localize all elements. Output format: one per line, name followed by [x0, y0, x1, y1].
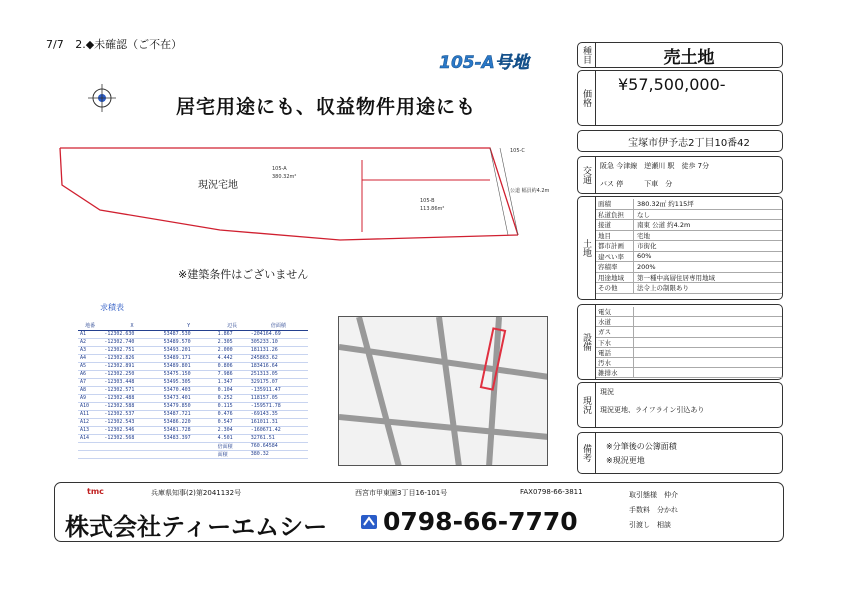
coord-cell: A14	[78, 434, 102, 442]
coord-cell: A5	[78, 362, 102, 370]
equipment-row-key: 電話	[596, 348, 634, 357]
land-row	[596, 283, 782, 294]
survey-label-current: 現況宅地	[198, 180, 238, 191]
coord-cell: 53481.728	[162, 426, 216, 434]
coord-cell: -12302.546	[102, 426, 161, 434]
land-row	[596, 199, 782, 210]
coord-cell: 0.476	[216, 410, 249, 418]
coord-cell: 53479.850	[162, 402, 216, 410]
remarks-box	[577, 432, 783, 474]
coord-header-cell: 倍面積	[249, 322, 308, 330]
coord-cell: 2.000	[216, 346, 249, 354]
status-row-1: 現況	[600, 388, 614, 396]
coord-cell: 0.806	[216, 362, 249, 370]
land-row	[596, 241, 782, 252]
coord-cell: -160671.42	[249, 426, 308, 434]
land-row	[596, 273, 782, 284]
company-logo: tmc	[87, 487, 104, 496]
coord-cell: 53486.220	[162, 418, 216, 426]
traffic-label: 交通	[578, 157, 596, 193]
land-row-key: 面積	[596, 199, 634, 209]
equipment-row	[596, 338, 782, 348]
equipment-rows	[596, 307, 782, 378]
map-drawing	[339, 317, 548, 466]
transaction-terms	[629, 488, 678, 533]
coord-cell: 53487.721	[162, 410, 216, 418]
coord-cell: 245863.62	[249, 354, 308, 362]
coord-cell: 0.252	[216, 394, 249, 402]
land-label: 土地	[578, 197, 596, 299]
land-row	[596, 262, 782, 273]
north-arrow-icon	[88, 84, 116, 112]
equipment-row-key: 電気	[596, 307, 634, 316]
coord-cell: 1.867	[216, 330, 249, 338]
address-value: 宝塚市伊予志2丁目10番42	[628, 137, 750, 149]
land-row-key: 容積率	[596, 262, 634, 272]
coord-cell: A7	[78, 378, 102, 386]
equipment-row-key: 水道	[596, 317, 634, 326]
coord-cell: A11	[78, 410, 102, 418]
coord-cell: A3	[78, 346, 102, 354]
company-fax: FAX0798-66-3811	[520, 488, 583, 496]
coord-cell: 181131.26	[249, 346, 308, 354]
company-address: 西宮市甲東園3丁目16-101号	[355, 489, 448, 497]
price-value: ¥57,500,000-	[618, 75, 726, 94]
coord-cell: -12303.448	[102, 378, 161, 386]
coord-total-label: 面積	[216, 450, 249, 458]
land-row-key: 都市計画	[596, 241, 634, 251]
coord-cell: A4	[78, 354, 102, 362]
location-map	[338, 316, 548, 466]
coord-cell: A2	[78, 338, 102, 346]
coord-row	[78, 354, 308, 362]
coord-row	[78, 402, 308, 410]
coord-row	[78, 330, 308, 338]
equipment-row	[596, 307, 782, 317]
coord-cell: 0.547	[216, 418, 249, 426]
coord-header-cell: X	[102, 322, 161, 330]
coord-row	[78, 418, 308, 426]
road-note: 公道 幅員約4.2m	[510, 188, 550, 194]
coord-cell: 32761.51	[249, 434, 308, 442]
company-footer	[54, 482, 784, 542]
equipment-row	[596, 317, 782, 327]
coord-table-title: 求積表	[100, 303, 124, 312]
building-condition-note: ※建築条件はございません	[178, 268, 309, 281]
land-row-value: 市街化	[637, 242, 657, 251]
land-row-key: 用途地域	[596, 273, 634, 283]
term-item: 手数料 分かれ	[629, 506, 678, 514]
equipment-row	[596, 358, 782, 368]
coord-total-value: 760.64584	[249, 442, 308, 450]
coord-cell: -12302.543	[102, 418, 161, 426]
coord-cell: 53493.201	[162, 346, 216, 354]
lot-b-area: 113.86m²	[420, 206, 445, 212]
coord-header-row	[78, 322, 308, 330]
coord-row	[78, 386, 308, 394]
land-row-value: なし	[637, 210, 650, 219]
equipment-row-key: 下水	[596, 338, 634, 347]
coord-cell: 53483.397	[162, 434, 216, 442]
type-label: 種目	[578, 43, 596, 67]
coord-cell: 0.115	[216, 402, 249, 410]
coord-cell: A12	[78, 418, 102, 426]
land-row	[596, 252, 782, 263]
coord-cell: A13	[78, 426, 102, 434]
page-number: 7/7	[46, 38, 64, 51]
land-row-value: 200%	[637, 262, 656, 271]
coord-cell: -69143.35	[249, 410, 308, 418]
land-row-key: 私道負担	[596, 210, 634, 220]
equipment-row-key: 雑排水	[596, 368, 634, 377]
coord-cell: 2.305	[216, 338, 249, 346]
coord-row	[78, 410, 308, 418]
coord-cell: -12302.630	[102, 330, 161, 338]
coord-row	[78, 346, 308, 354]
status-row-2: 現況更地、ライフライン引込あり	[600, 406, 705, 414]
coord-total-row	[78, 442, 308, 450]
coord-row	[78, 434, 308, 442]
coord-cell: -12302.537	[102, 410, 161, 418]
coord-row	[78, 370, 308, 378]
coord-cell: -12302.740	[102, 338, 161, 346]
status-label: 現況	[578, 383, 596, 427]
coord-cell: -12302.488	[102, 394, 161, 402]
coord-cell: 53495.305	[162, 378, 216, 386]
price-box	[577, 70, 783, 126]
coord-cell: -12302.891	[102, 362, 161, 370]
land-row-key: 地目	[596, 231, 634, 241]
coordinate-table	[78, 322, 308, 459]
coord-cell: -12302.250	[102, 370, 161, 378]
land-box	[577, 196, 783, 300]
coord-cell: 53487.530	[162, 330, 216, 338]
coord-total-label: 倍面積	[216, 442, 249, 450]
coord-cell: 183416.64	[249, 362, 308, 370]
land-row-value: 南東 公道 約4.2m	[637, 221, 691, 230]
coord-header-cell: 辺長	[216, 322, 249, 330]
property-type-box	[577, 42, 783, 68]
land-row-value: 宅地	[637, 231, 650, 240]
coord-cell: 53489.171	[162, 354, 216, 362]
remarks-line-2: ※現況更地	[606, 456, 645, 465]
remarks-label: 備考	[578, 433, 596, 473]
coord-cell: A8	[78, 386, 102, 394]
coord-row	[78, 338, 308, 346]
coord-cell: 53475.150	[162, 370, 216, 378]
coord-cell: 305233.10	[249, 338, 308, 346]
status-text: 2.◆未確認（ご不在）	[75, 38, 183, 51]
traffic-row-1: 阪急 今津線 逆瀬川 駅 徒歩 7分	[600, 162, 710, 170]
equipment-row-key: ガス	[596, 327, 634, 336]
land-row	[596, 210, 782, 221]
lot-a-name: 105-A	[272, 166, 287, 172]
lot-c-name: 105-C	[510, 148, 525, 154]
coord-cell: 7.986	[216, 370, 249, 378]
coord-cell: A6	[78, 370, 102, 378]
coord-total-value: 380.32	[249, 450, 308, 458]
coord-cell: 0.104	[216, 386, 249, 394]
lot-b-name: 105-B	[420, 198, 435, 204]
equipment-label: 設備	[578, 305, 596, 379]
coord-cell: 118157.05	[249, 394, 308, 402]
coord-total-row	[78, 450, 308, 458]
lot-a-area: 380.32m²	[272, 174, 297, 180]
coord-cell: 1.347	[216, 378, 249, 386]
land-row-key: 建ぺい率	[596, 252, 634, 262]
coord-cell: -12302.571	[102, 386, 161, 394]
equipment-row	[596, 368, 782, 378]
headline: 居宅用途にも、収益物件用途にも	[176, 96, 477, 118]
coord-cell: A1	[78, 330, 102, 338]
equipment-row-key: 汚水	[596, 358, 634, 367]
coord-cell: -12302.568	[102, 434, 161, 442]
coord-cell: -135911.47	[249, 386, 308, 394]
remarks-line-1: ※分筆後の公簿面積	[606, 442, 677, 451]
status-box	[577, 382, 783, 428]
coord-cell: 4.442	[216, 354, 249, 362]
coord-row	[78, 394, 308, 402]
coord-row	[78, 426, 308, 434]
lot-number-badge: 105-A号地	[439, 53, 529, 73]
coord-cell: -12302.588	[102, 402, 161, 410]
equipment-row	[596, 348, 782, 358]
land-rows	[596, 199, 782, 294]
term-item: 引渡し 相談	[629, 521, 671, 529]
coord-cell: 53473.401	[162, 394, 216, 402]
coord-cell: 329175.07	[249, 378, 308, 386]
coord-header-cell: Y	[162, 322, 216, 330]
coord-cell: 53489.570	[162, 338, 216, 346]
coord-cell: A9	[78, 394, 102, 402]
land-row	[596, 220, 782, 231]
coord-header-cell: 地番	[78, 322, 102, 330]
coord-cell: 53470.403	[162, 386, 216, 394]
land-row-value: 380.32㎡ 約115坪	[637, 200, 694, 209]
equipment-row	[596, 327, 782, 337]
traffic-box	[577, 156, 783, 194]
land-row	[596, 231, 782, 242]
survey-drawing	[40, 140, 570, 255]
traffic-row-2: バス 停 下車 分	[600, 180, 673, 188]
price-label: 価格	[578, 71, 596, 125]
coord-cell: 2.304	[216, 426, 249, 434]
land-row-key: その他	[596, 283, 634, 293]
coord-cell: -204164.69	[249, 330, 308, 338]
coord-cell: A10	[78, 402, 102, 410]
land-row-value: 60%	[637, 252, 652, 261]
coord-cell: -159571.78	[249, 402, 308, 410]
company-phone[interactable]: 0798-66-7770	[383, 507, 578, 536]
license-number: 兵庫県知事(2)第2041132号	[151, 489, 242, 497]
coord-cell: 161011.31	[249, 418, 308, 426]
address-box	[577, 130, 783, 152]
page-header	[46, 36, 182, 52]
coord-row	[78, 378, 308, 386]
coord-cell: 4.501	[216, 434, 249, 442]
land-row-value: 第一種中高層住居専用地域	[637, 273, 715, 282]
coord-cell: -12302.751	[102, 346, 161, 354]
term-item: 取引態様 仲介	[629, 491, 678, 499]
equipment-box	[577, 304, 783, 380]
coord-row	[78, 362, 308, 370]
land-row-value: 法令上の制限あり	[637, 284, 689, 293]
company-name: 株式会社ティーエムシー	[65, 513, 328, 541]
property-type: 売土地	[663, 47, 715, 68]
coord-cell: -12302.826	[102, 354, 161, 362]
coord-cell: 251313.05	[249, 370, 308, 378]
land-row-key: 接道	[596, 220, 634, 230]
phone-icon	[359, 513, 379, 531]
coord-cell: 53489.801	[162, 362, 216, 370]
